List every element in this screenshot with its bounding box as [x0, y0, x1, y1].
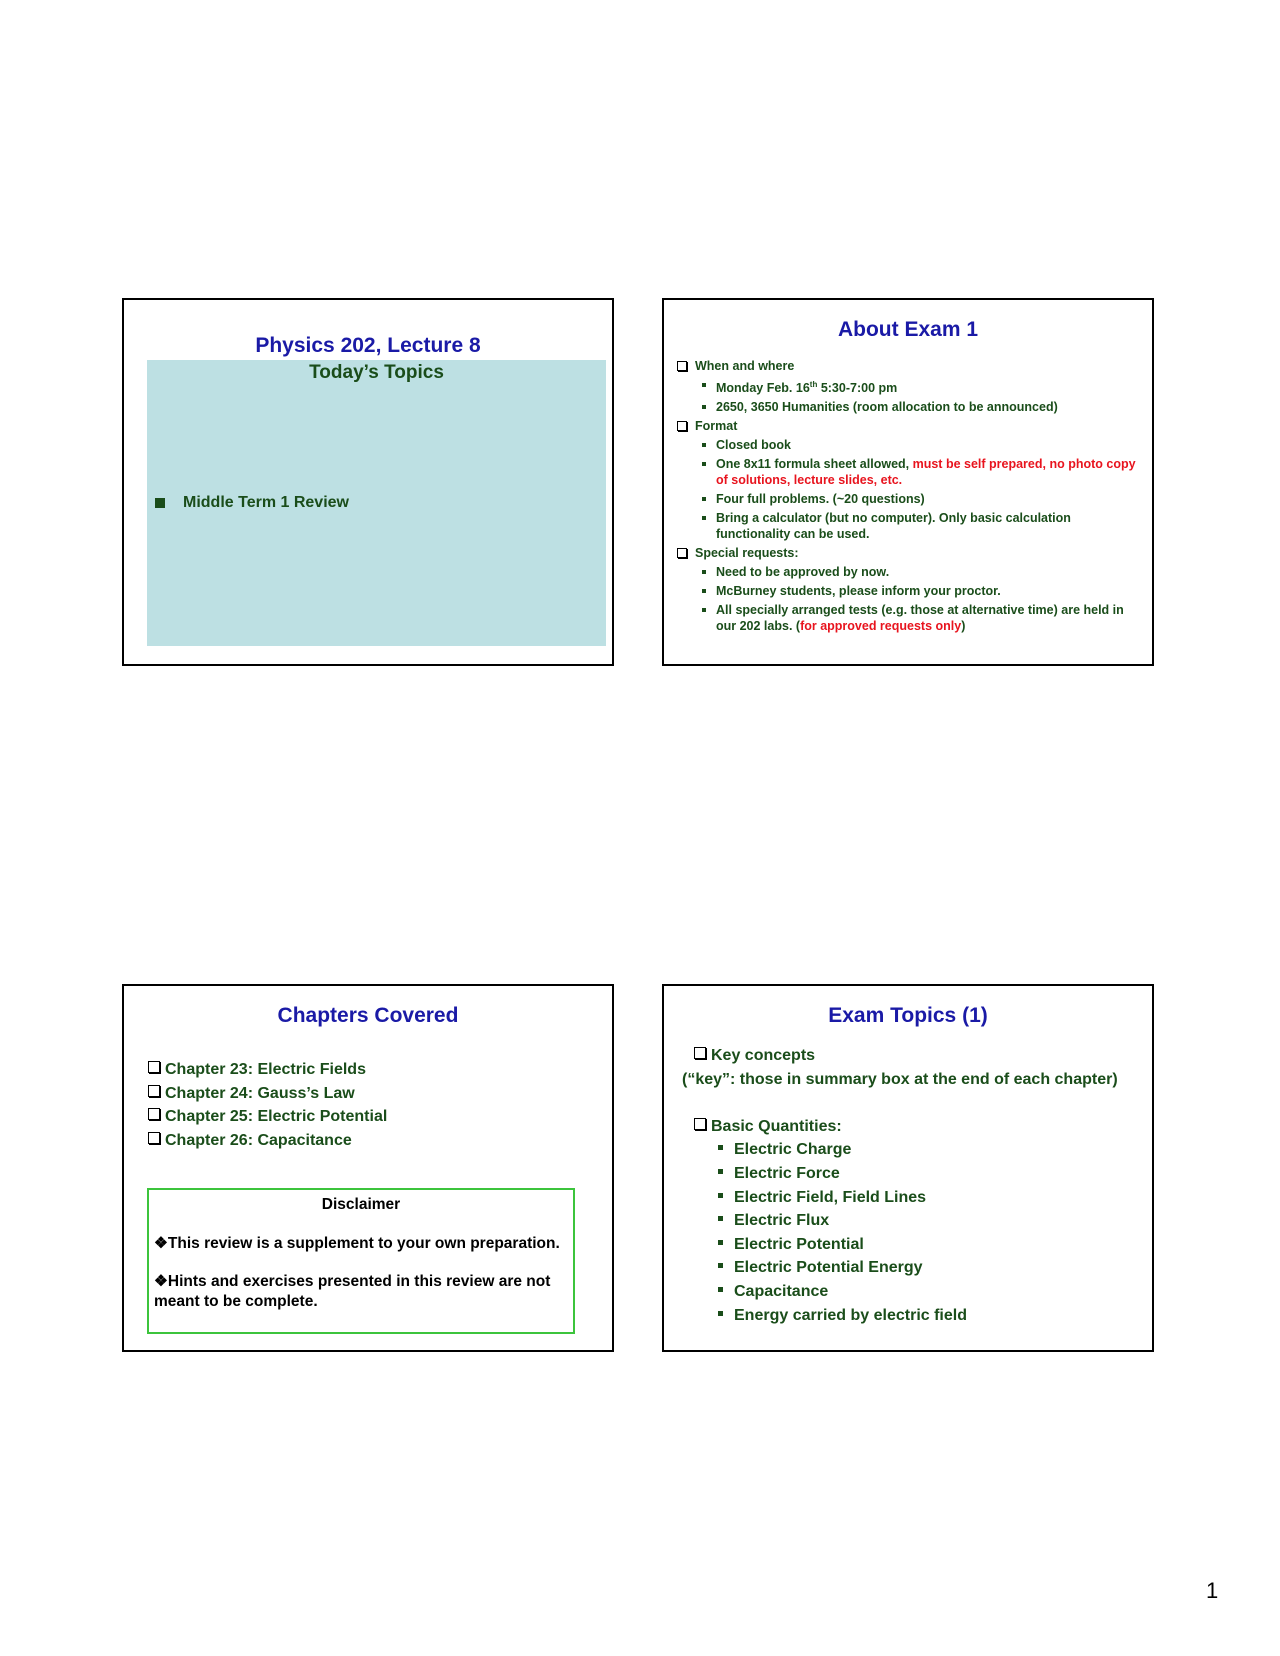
list-item	[702, 491, 1144, 507]
list-item-text: Bring a calculator (but no computer). Only basic calculation functionality can be used.	[716, 511, 1071, 542]
checkbox-bullet-icon	[677, 548, 687, 558]
square-bullet-icon	[718, 1216, 723, 1221]
key-concepts-item: Key concepts	[694, 1044, 1118, 1068]
list-item-text: McBurney students, please inform your proctor.	[716, 584, 1001, 599]
slide-1-title: Physics 202, Lecture 8	[255, 334, 481, 357]
checkbox-bullet-icon	[694, 1118, 706, 1130]
list-item-text: All specially arranged tests (e.g. those at alternative time) are held in our 202 labs. (for approved requests only)	[716, 603, 1124, 634]
todays-topics-box	[147, 360, 606, 646]
square-bullet-icon	[702, 608, 706, 612]
checkbox-bullet-icon	[148, 1061, 160, 1073]
list-item	[702, 510, 1144, 542]
basic-quantities-item: Basic Quantities:	[694, 1115, 1118, 1139]
square-bullet-icon	[718, 1145, 723, 1150]
list-item	[702, 399, 1144, 415]
square-bullet-icon	[702, 570, 706, 574]
section-label: When and where	[695, 359, 795, 373]
slide-4	[662, 984, 1154, 1352]
square-bullet-icon	[718, 1287, 723, 1292]
section-label: Format	[695, 419, 738, 434]
chapter-item: Chapter 24: Gauss’s Law	[148, 1082, 387, 1106]
exam-date: Monday Feb. 16th 5:30-7:00 pm	[716, 380, 898, 396]
disclaimer-point: ❖This review is a supplement to your own preparation.	[154, 1235, 560, 1252]
square-bullet-icon	[718, 1169, 723, 1174]
disclaimer-heading: Disclaimer	[321, 1196, 401, 1213]
chapters-list	[148, 1058, 387, 1152]
quantity-item: Electric Field, Field Lines	[718, 1186, 1118, 1210]
quantity-item: Capacitance	[718, 1280, 1118, 1304]
quantity-item: Electric Charge	[718, 1138, 1118, 1162]
square-bullet-icon	[702, 383, 706, 387]
list-item	[702, 602, 1144, 634]
exam-info-list	[676, 358, 1144, 637]
todays-topics-heading: Today’s Topics	[309, 362, 444, 383]
quantity-item: Electric Force	[718, 1162, 1118, 1186]
list-item-text: Closed book	[716, 438, 792, 453]
slide-1	[122, 298, 614, 666]
list-item	[702, 456, 1144, 488]
slide-4-title: Exam Topics (1)	[828, 1004, 988, 1027]
chapter-item: Chapter 25: Electric Potential	[148, 1105, 387, 1129]
chapter-item: Chapter 23: Electric Fields	[148, 1058, 387, 1082]
list-item-text: Four full problems. (~20 questions)	[716, 492, 925, 507]
disclaimer-point: ❖Hints and exercises presented in this review are not meant to be complete.	[154, 1273, 551, 1310]
section-label: Special requests:	[695, 546, 799, 561]
section-special-requests	[676, 545, 1144, 561]
list-item	[702, 377, 1144, 396]
slide-3-title: Chapters Covered	[277, 1004, 459, 1027]
quantity-item: Electric Flux	[718, 1209, 1118, 1233]
square-bullet-icon	[702, 497, 706, 501]
diamond-bullet-icon: ❖	[154, 1235, 168, 1252]
square-bullet-icon	[718, 1263, 723, 1268]
square-bullet-icon	[702, 443, 706, 447]
checkbox-bullet-icon	[148, 1132, 160, 1144]
quantity-item: Energy carried by electric field	[718, 1304, 1118, 1328]
list-item	[702, 564, 1144, 580]
checkbox-bullet-icon	[694, 1047, 706, 1059]
page-number: 1	[1206, 1578, 1219, 1603]
square-bullet-icon	[702, 405, 706, 409]
section-when-where	[676, 358, 1144, 374]
exam-location: 2650, 3650 Humanities (room allocation to be announced)	[716, 400, 1058, 415]
slide-2	[662, 298, 1154, 666]
checkbox-bullet-icon	[677, 421, 687, 431]
slide-3	[122, 984, 614, 1352]
list-item	[702, 583, 1144, 599]
square-bullet-icon	[702, 462, 706, 466]
checkbox-bullet-icon	[148, 1108, 160, 1120]
key-note: (“key”: those in summary box at the end of each chapter)	[682, 1070, 1118, 1088]
square-bullet-icon	[718, 1311, 723, 1316]
square-bullet-icon	[155, 498, 165, 508]
chapter-item: Chapter 26: Capacitance	[148, 1129, 387, 1153]
slide-2-title: About Exam 1	[837, 318, 979, 341]
diamond-bullet-icon: ❖	[154, 1273, 168, 1290]
list-item-text: One 8x11 formula sheet allowed, must be self prepared, no photo copy of solutions, lecture slides, etc.	[716, 457, 1136, 488]
list-item-text: Need to be approved by now.	[716, 565, 890, 580]
square-bullet-icon	[718, 1193, 723, 1198]
topics-item-label: Middle Term 1 Review	[183, 494, 349, 511]
checkbox-bullet-icon	[677, 361, 687, 371]
disclaimer-box	[147, 1188, 575, 1334]
section-format	[676, 418, 1144, 434]
square-bullet-icon	[702, 589, 706, 593]
list-item	[702, 437, 1144, 453]
checkbox-bullet-icon	[148, 1085, 160, 1097]
quantity-item: Electric Potential Energy	[718, 1256, 1118, 1280]
square-bullet-icon	[718, 1240, 723, 1245]
square-bullet-icon	[702, 516, 706, 520]
exam-topics-list	[682, 1044, 1118, 1327]
quantity-item: Electric Potential	[718, 1233, 1118, 1257]
topics-item	[155, 494, 349, 512]
